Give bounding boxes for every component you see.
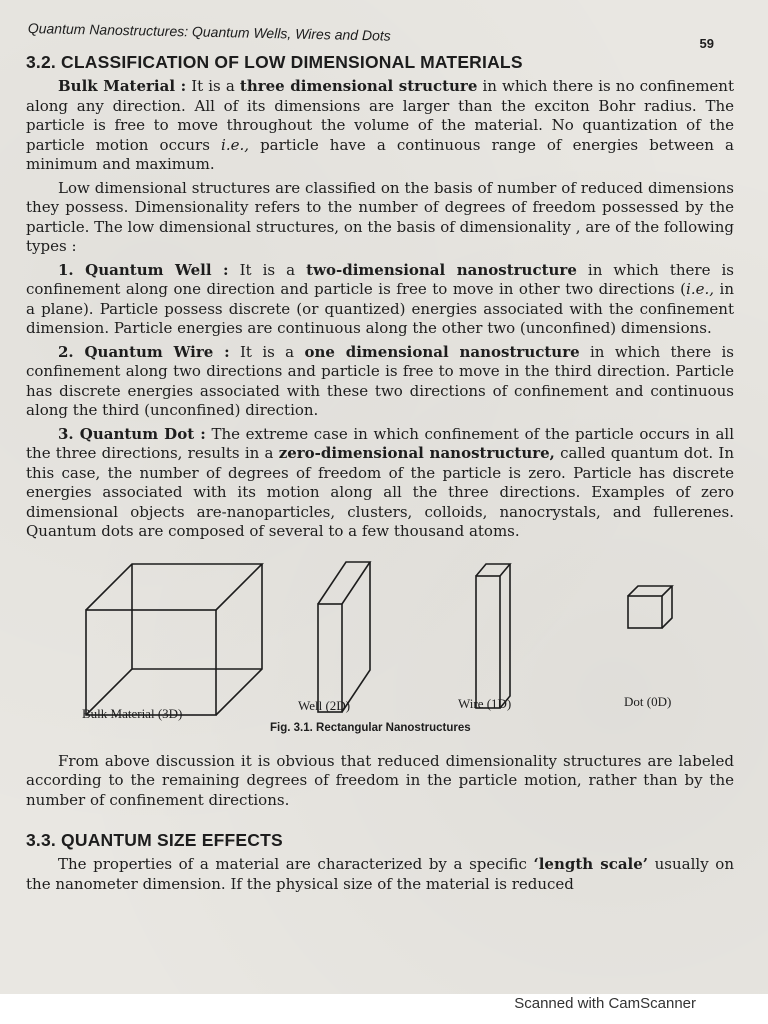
- label-dot-0d: Dot (0D): [624, 693, 672, 709]
- term-quantum-well: 1. Quantum Well :: [58, 260, 229, 279]
- term-quantum-wire: 2. Quantum Wire :: [58, 342, 230, 361]
- term-0d: zero-dimensional nanostructure,: [278, 444, 555, 462]
- page-number: 59: [699, 36, 714, 51]
- text: in which there is confinement along two directions and particle is free to move in the third direction. Particle has discrete energies associated with these two directions of confinement and continuous along the third (unconfined) direction.: [26, 342, 734, 419]
- well-slab-drawing: [318, 562, 370, 712]
- label-bulk-3d: Bulk Material (3D): [82, 705, 183, 721]
- term-quantum-dot: 3. Quantum Dot :: [58, 424, 206, 443]
- page-content: [26, 52, 734, 894]
- text: It is a: [186, 77, 240, 95]
- figure-caption: Fig. 3.1. Rectangular Nanostructures: [270, 721, 471, 734]
- text: The extreme case in which confinement of the particle occurs in all the three directions, results in a: [26, 424, 734, 462]
- text-ie: i.e.,: [686, 280, 715, 298]
- paragraph-quantum-well: [26, 261, 734, 339]
- running-title: Quantum Nanostructures: Quantum Wells, Wires and Dots: [27, 20, 391, 44]
- text: in which there is no confinement along any direction. All of its dimensions are larger than the exciton Bohr radius. The particle is free to move throughout the volume of the material. No quantization of the particle motion occurs: [26, 77, 734, 154]
- figure-rectangular-nanostructures: [26, 556, 734, 742]
- paragraph-bulk: [26, 77, 734, 175]
- section-heading-3-3: 3.3. QUANTUM SIZE EFFECTS: [26, 830, 283, 850]
- label-wire-1d: Wire (1D): [458, 695, 512, 711]
- term-length-scale: ‘length scale’: [533, 855, 649, 873]
- text: particle have a continuous range of energies between a minimum and maximum.: [26, 135, 734, 173]
- paragraph-quantum-dot: [26, 425, 734, 542]
- paragraph-size-effects: [26, 855, 734, 894]
- text-ie: i.e.,: [221, 135, 249, 154]
- text: called quantum dot. In this case, the number of degrees of freedom of the particle is zero. Particle has discrete energies associated with its motion along all the three directions. Examples of zero dimensional objects are-nanoparticles, clusters, colloids, nanocrystals, and fullerenes. Quantum dots are composed of several to a few thousand atoms.: [26, 444, 735, 540]
- scanner-watermark: Scanned with CamScanner: [514, 995, 696, 1012]
- section-heading-3-2: 3.2. CLASSIFICATION OF LOW DIMENSIONAL MATERIALS: [26, 52, 523, 72]
- bulk-cube-drawing: [86, 564, 262, 715]
- label-well-2d: Well (2D): [298, 697, 351, 713]
- paragraph-intro: Low dimensional structures are classified on the basis of number of reduced dimensions they possess. Dimensionality refers to the number of degrees of freedom possessed by the particle. The low dimensional structures, on the basis of dimensionality , are of the following types :: [26, 178, 734, 255]
- term-3d: three dimensional structure: [239, 77, 478, 95]
- text: in which there is confinement along one direction and particle is free to move in other two directions (: [26, 260, 734, 298]
- paragraph-after-figure: From above discussion it is obvious that reduced dimensionality structures are labeled according to the remaining degrees of freedom in the particle motion, rather than by the number of confinement directions.: [26, 751, 734, 809]
- text: It is a: [228, 260, 307, 279]
- term-bulk: Bulk Material :: [58, 77, 187, 95]
- paragraph-quantum-wire: [26, 343, 734, 421]
- term-1d: one dimensional nanostructure: [304, 342, 580, 361]
- text: in a plane). Particle possess discrete (or quantized) energies associated with the confinement dimension. Particle energies are continuous along the other two (unconfined) dimensions.: [26, 280, 735, 337]
- wire-rod-drawing: [476, 564, 510, 708]
- term-2d: two-dimensional nanostructure: [306, 260, 577, 279]
- dot-cube-drawing: [628, 586, 672, 628]
- text: It is a: [229, 342, 305, 361]
- text: The properties of a material are characterized by a specific: [58, 855, 534, 873]
- text: usually on the nanometer dimension. If the physical size of the material is reduced: [26, 855, 734, 893]
